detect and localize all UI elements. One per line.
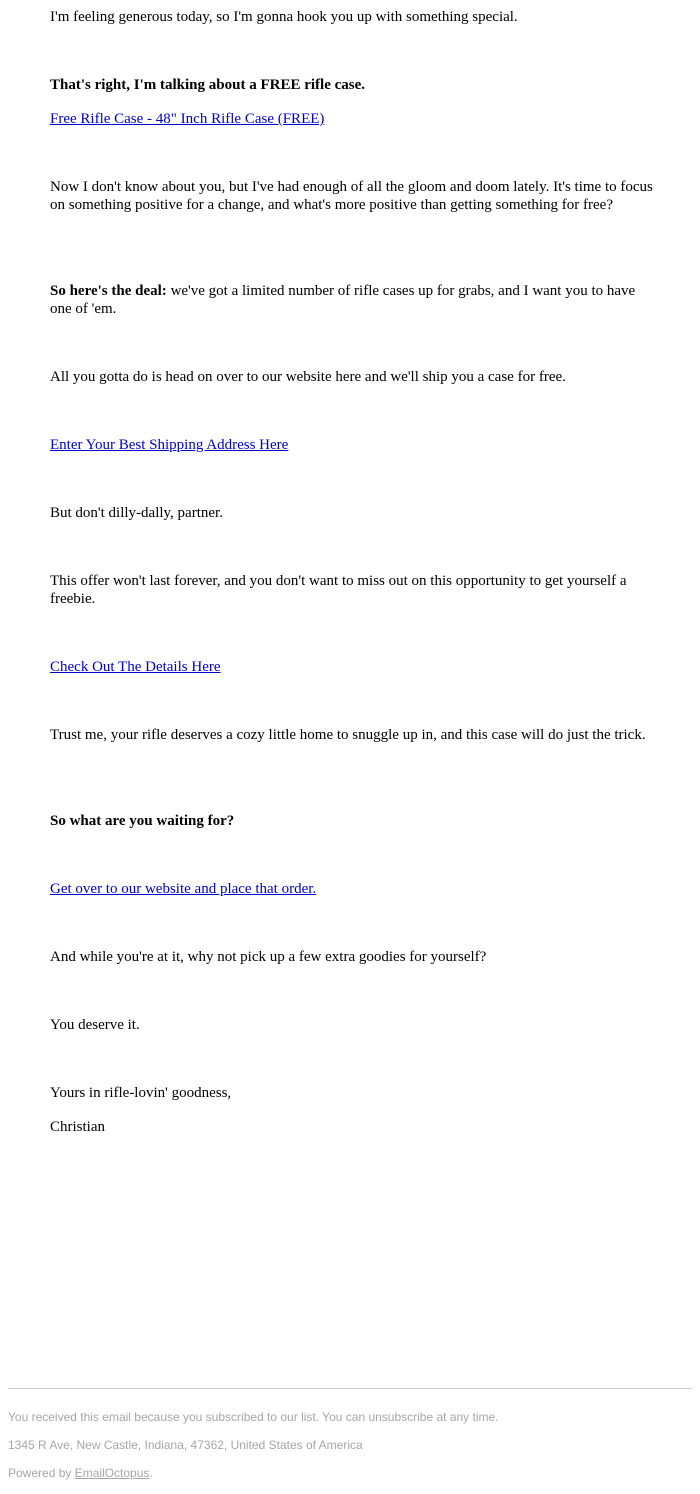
footer-address: 1345 R Ave, New Castle, Indiana, 47362, United States of America <box>8 1438 363 1452</box>
footer-divider <box>8 1388 692 1389</box>
dilly-dally-text: But don't dilly-dally, partner. <box>50 505 223 521</box>
details-link-row <box>50 658 655 676</box>
waiting-heading: So what are you waiting for? <box>50 813 235 829</box>
check-details-link[interactable]: Check Out The Details Here <box>50 659 221 675</box>
shipping-link-row <box>50 436 655 454</box>
deal-label: So here's the deal: <box>50 283 167 299</box>
shipping-address-link[interactable]: Enter Your Best Shipping Address Here <box>50 437 289 453</box>
signoff-text: Yours in rifle-lovin' goodness, <box>50 1085 232 1101</box>
place-order-link[interactable]: Get over to our website and place that order. <box>50 881 317 897</box>
order-link-row <box>50 880 655 898</box>
powered-by-suffix: . <box>149 1466 153 1480</box>
gloom-paragraph: Now I don't know about you, but I've had enough of all the gloom and doom lately. It's time to focus on something positive for a change, and what's more positive than getting something for free? <box>50 179 653 213</box>
emailoctopus-link[interactable]: EmailOctopus <box>74 1466 150 1480</box>
goodies-paragraph: And while you're at it, why not pick up a few extra goodies for yourself? <box>50 949 487 965</box>
free-case-heading: That's right, I'm talking about a FREE rifle case. <box>50 77 366 93</box>
trust-paragraph: Trust me, your rifle deserves a cozy little home to snuggle up in, and this case will do just the trick. <box>50 727 646 743</box>
intro-text: I'm feeling generous today, so I'm gonna hook you up with something special. <box>50 9 518 25</box>
powered-by <box>8 1465 692 1481</box>
deal-paragraph <box>50 282 655 318</box>
powered-by-prefix: Powered by <box>8 1466 75 1480</box>
signature: Christian <box>50 1119 105 1135</box>
free-rifle-case-link[interactable]: Free Rifle Case - 48" Inch Rifle Case (FREE) <box>50 111 325 127</box>
deal-text: we've got a limited number of rifle cases up for grabs, and I want you to have one of 'em. <box>50 283 636 317</box>
website-paragraph: All you gotta do is head on over to our website here and we'll ship you a case for free. <box>50 369 566 385</box>
offer-paragraph: This offer won't last forever, and you don't want to miss out on this opportunity to get yourself a freebie. <box>50 573 627 607</box>
deserve-text: You deserve it. <box>50 1017 140 1033</box>
free-case-link-row <box>50 110 655 128</box>
subscription-notice: You received this email because you subscribed to our list. You can unsubscribe at any time. <box>8 1410 499 1424</box>
